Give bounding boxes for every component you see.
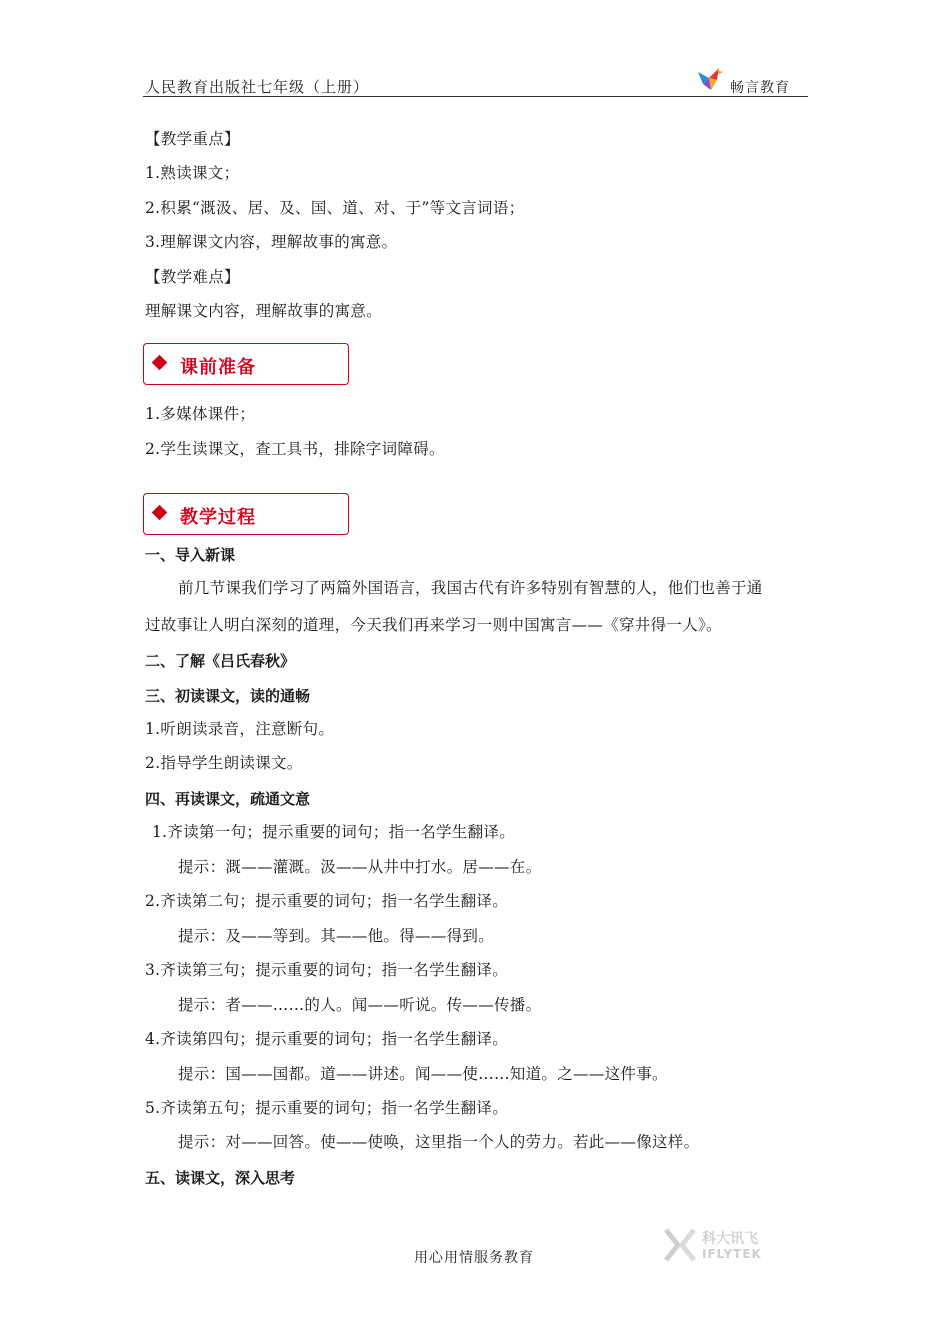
diamond-icon <box>152 505 168 521</box>
paragraph-line: 前几节课我们学习了两篇外国语言，我国古代有许多特别有智慧的人，他们也善于通 <box>178 579 763 597</box>
difficulty-title: 【教学难点】 <box>145 268 240 286</box>
hint-line: 提示：者——……的人。闻——听说。传——传播。 <box>178 996 542 1014</box>
watermark-cn: 科大讯飞 <box>702 1231 758 1247</box>
header-divider <box>143 96 808 97</box>
step-title: 五、读课文，深入思考 <box>145 1169 296 1187</box>
header-title: 人民教育出版社七年级（上册） <box>145 78 370 96</box>
key-point-item: 3.理解课文内容，理解故事的寓意。 <box>145 233 398 251</box>
hint-line: 提示：国——国都。道——讲述。闻——使……知道。之——这件事。 <box>178 1065 668 1083</box>
paragraph-line: 过故事让人明白深刻的道理，今天我们再来学习一则中国寓言——《穿井得一人》。 <box>145 616 722 634</box>
step-item: 5.齐读第五句；提示重要的词句；指一名学生翻译。 <box>145 1099 508 1117</box>
step-item: 2.齐读第二句；提示重要的词句；指一名学生翻译。 <box>145 892 508 910</box>
hint-line: 提示：及——等到。其——他。得——得到。 <box>178 927 495 945</box>
hint-line: 提示：对——回答。使——使唤，这里指一个人的劳力。若此——像这样。 <box>178 1133 700 1151</box>
step-item: 4.齐读第四句；提示重要的词句；指一名学生翻译。 <box>145 1030 508 1048</box>
step-title: 四、再读课文，疏通文意 <box>145 790 311 808</box>
step-title: 二、了解《吕氏春秋》 <box>145 652 296 670</box>
iflytek-logo-icon <box>662 1226 698 1264</box>
section-box-label: 课前准备 <box>180 357 256 378</box>
step-title: 三、初读课文，读的通畅 <box>145 687 311 705</box>
prep-item: 1.多媒体课件； <box>145 405 256 423</box>
step-item: 3.齐读第三句；提示重要的词句；指一名学生翻译。 <box>145 961 508 979</box>
section-box-label: 教学过程 <box>180 507 256 528</box>
diamond-icon <box>152 355 168 371</box>
difficulty-text: 理解课文内容，理解故事的寓意。 <box>145 302 383 320</box>
key-point-item: 2.积累“溉汲、居、及、国、道、对、于”等文言词语； <box>145 199 525 217</box>
section-box-process <box>143 493 349 535</box>
header-brand: 畅言教育 <box>730 80 790 96</box>
step-title: 一、导入新课 <box>145 546 236 564</box>
hint-line: 提示：溉——灌溉。汲——从井中打水。居——在。 <box>178 858 542 876</box>
step-item: 1.听朗读录音，注意断句。 <box>145 720 335 738</box>
key-point-item: 1.熟读课文； <box>145 164 240 182</box>
iflytek-watermark <box>662 1226 772 1266</box>
brand-logo-icon <box>695 64 725 94</box>
step-item: 1.齐读第一句；提示重要的词句；指一名学生翻译。 <box>152 823 515 841</box>
step-item: 2.指导学生朗读课文。 <box>145 754 303 772</box>
section-box-prep <box>143 343 349 385</box>
watermark-en: IFLYTEK <box>702 1247 762 1261</box>
prep-item: 2.学生读课文，查工具书，排除字词障碍。 <box>145 440 445 458</box>
key-points-title: 【教学重点】 <box>145 130 240 148</box>
footer-slogan: 用心用情服务教育 <box>414 1250 534 1266</box>
